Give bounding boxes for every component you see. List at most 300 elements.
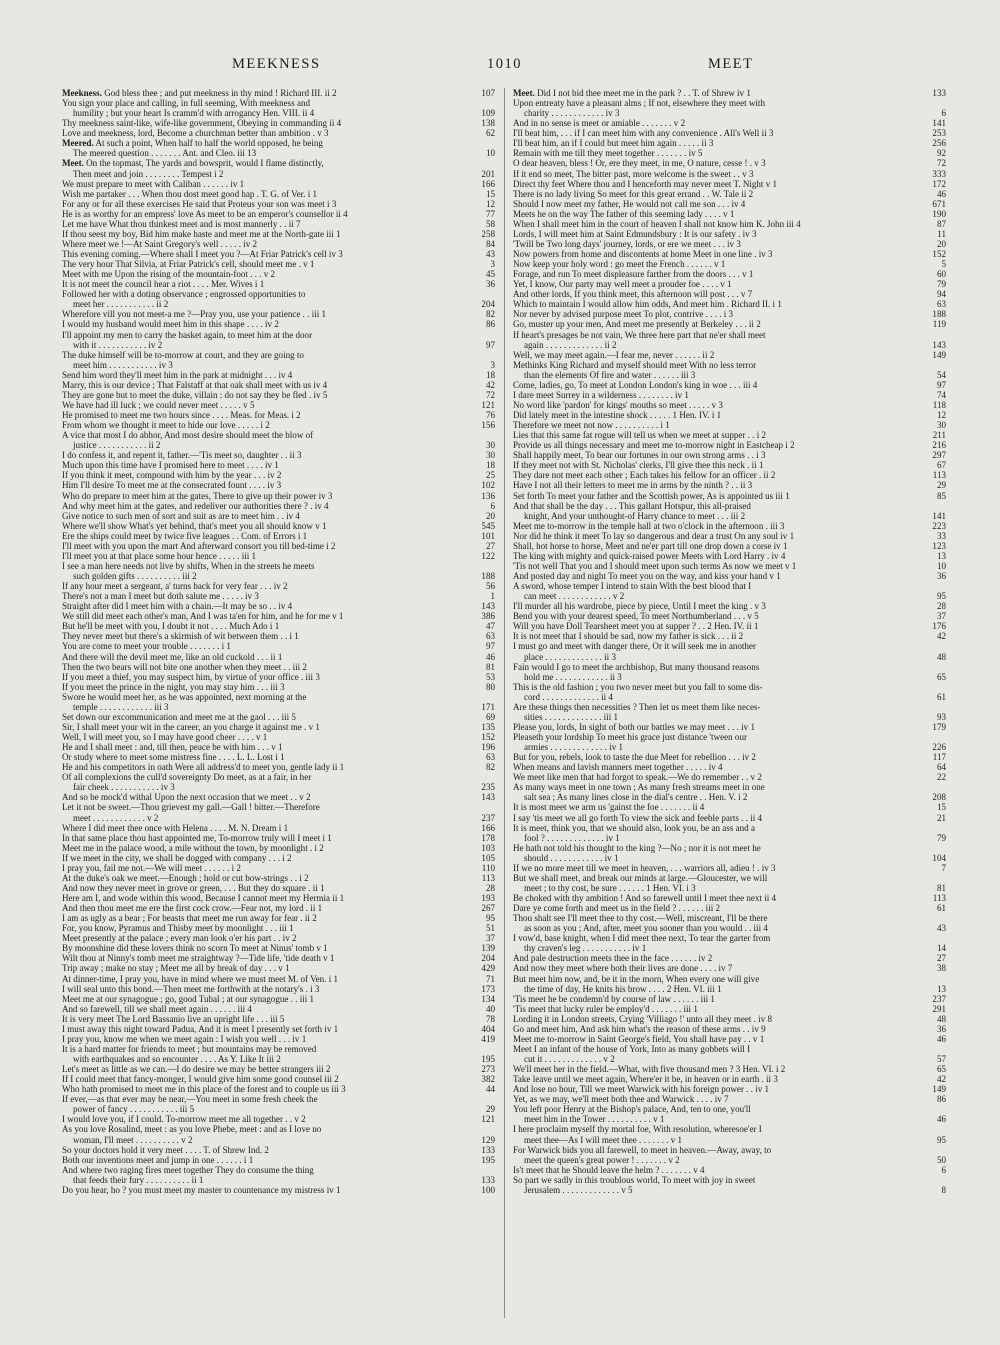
concordance-line: [62, 682, 495, 692]
line-reference: 80: [485, 681, 495, 692]
concordance-line: [62, 400, 495, 410]
concordance-line: [62, 984, 495, 994]
quotation-body: meet . . . . . . . . . . . . v 2: [73, 812, 159, 823]
quotation-text: [62, 631, 483, 641]
quotation-body: If I could meet that fancy-monger, I would give him some good counsel iii 2: [62, 1074, 339, 1085]
quotation-body: Let it not be sweet.—Thou grievest my gall.—Gall ! bitter.—Therefore: [62, 802, 320, 813]
concordance-line: [513, 933, 946, 943]
quotation-text: [513, 390, 934, 400]
line-reference: 545: [481, 520, 495, 531]
quotation-text: [513, 1034, 934, 1044]
quotation-body: A sword, whose temper I intend to stain With the best blood that I: [513, 581, 752, 592]
concordance-line: [62, 923, 495, 933]
concordance-line: [62, 420, 495, 430]
quotation-body: Should I now meet my father, He would not call me son . . . iv 4: [513, 198, 746, 209]
quotation-text: [513, 350, 929, 360]
concordance-line: [62, 994, 495, 1004]
concordance-line: [62, 963, 495, 973]
line-reference: 37: [936, 611, 946, 622]
line-reference: 152: [481, 732, 495, 742]
quotation-text: [513, 400, 930, 410]
concordance-line: [62, 1034, 495, 1044]
quotation-body: If we meet in the city, we shall be dogged with company . . . i 2: [62, 852, 292, 863]
concordance-line: [62, 390, 495, 400]
concordance-line: [513, 571, 946, 581]
concordance-line: [62, 813, 495, 823]
quotation-body: I do confess it, and repent it, father.—'Tis meet so, daughter . . ii 3: [62, 450, 302, 461]
quotation-body: should . . . . . . . . . . . . iv 1: [524, 852, 619, 863]
quotation-body: If you think it meet, compound with him by the year . . . iv 2: [62, 470, 282, 481]
concordance-line: [513, 621, 946, 631]
quotation-text: [513, 1175, 946, 1185]
quotation-text: [513, 259, 938, 269]
quotation-text: [62, 259, 487, 269]
quotation-body: Then the two bears will not bite one another when they meet . . iii 2: [62, 661, 307, 672]
quotation-body: Provide us all things necessary and meet me to-morrow night in Eastcheap i 2: [513, 440, 795, 451]
quotation-text: [513, 108, 938, 118]
quotation-body: By moonshine did these lovers think no scorn To meet at Ninus' tomb v 1: [62, 943, 328, 954]
quotation-body: Bend you with your dearest speed, To meet Northumberland . . . v 5: [513, 611, 759, 622]
concordance-line: [62, 219, 495, 229]
concordance-line: [513, 128, 946, 138]
quotation-body: Let's meet as little as we can.—I do desire we may be better strangers iii 2: [62, 1064, 331, 1075]
concordance-line: [62, 450, 495, 460]
concordance-line: [513, 219, 946, 229]
quotation-text: [62, 712, 483, 722]
quotation-text: [513, 933, 946, 943]
line-reference: 46: [485, 651, 495, 662]
concordance-line: [62, 531, 495, 541]
line-reference: 86: [936, 1094, 946, 1105]
quotation-body: I say 'tis meet we all go forth To view the sick and feeble parts . . ii 4: [513, 812, 763, 823]
quotation-body: Trip away ; make no stay ; Meet me all by break of day . . . v 1: [62, 963, 290, 974]
quotation-body: Where I did meet thee once with Helena . . . . M. N. Dream i 1: [62, 822, 289, 833]
quotation-text: [62, 98, 495, 108]
quotation-text: [62, 1034, 478, 1044]
concordance-line: [513, 792, 946, 802]
quotation-text: [62, 501, 487, 511]
concordance-line: [62, 209, 495, 219]
line-reference: 42: [936, 631, 946, 642]
concordance-line: [62, 652, 495, 662]
line-reference: 28: [485, 882, 495, 893]
quotation-body: than the elements Of fire and water . . . . . . iii 3: [524, 369, 696, 380]
quotation-body: hold me . . . . . . . . . . . . ii 3: [524, 671, 622, 682]
concordance-line: [513, 641, 946, 651]
concordance-line: [513, 873, 946, 883]
quotation-body: Direct thy feet Where thou and I henceforth may never meet T. Night v 1: [513, 178, 778, 189]
concordance-line: [513, 601, 946, 611]
quotation-text: [513, 943, 934, 953]
line-reference: 237: [481, 812, 495, 823]
line-reference: 72: [936, 158, 946, 169]
line-reference: 11: [937, 228, 946, 239]
quotation-body: Go and meet him, And ask him what's the reason of these arms . . iv 9: [513, 1023, 766, 1034]
concordance-line: [513, 1155, 946, 1165]
concordance-line: [62, 249, 495, 259]
headword: Meekness.: [62, 88, 102, 98]
quotation-body: At dinner-time, I pray you, have in mind where we must meet M. of Ven. i 1: [62, 973, 339, 984]
concordance-line: [513, 853, 946, 863]
running-head-right: MEET: [708, 56, 754, 72]
quotation-body: power of fancy . . . . . . . . . . . iii 5: [73, 1104, 195, 1115]
quotation-text: [513, 189, 934, 199]
quotation-text: [513, 1044, 946, 1054]
line-reference: 204: [481, 299, 495, 310]
line-reference: 143: [481, 601, 495, 612]
concordance-line: [513, 430, 946, 440]
quotation-text: [62, 782, 478, 792]
quotation-body: Let me have What thou thinkest meet and is most mannerly . . ii 7: [62, 218, 301, 229]
quotation-text: [62, 1155, 478, 1165]
concordance-line: [62, 340, 495, 350]
quotation-text: [513, 1135, 934, 1145]
quotation-text: [62, 1094, 495, 1104]
quotation-body: And then thou meet me ere the first cock crow.—Fear not, my lord . ii 1: [62, 903, 323, 914]
line-reference: 58: [485, 218, 495, 229]
line-reference: 113: [932, 893, 946, 903]
line-reference: 29: [485, 1104, 495, 1115]
quotation-body: It is a hard matter for friends to meet ; but mountains may be removed: [62, 1043, 317, 1054]
quotation-text: [62, 158, 495, 168]
concordance-line: [62, 330, 495, 340]
concordance-line: [513, 118, 946, 128]
quotation-body: charity . . . . . . . . . . . . iv 3: [524, 108, 620, 119]
quotation-text: [513, 1004, 929, 1014]
quotation-text: [513, 209, 929, 219]
line-reference: 1: [490, 591, 495, 602]
quotation-body: Meet me to-morrow in the temple hall at two o'clock in the afternoon . iii 3: [513, 520, 785, 531]
line-reference: 113: [932, 470, 946, 481]
quotation-body: as soon as you ; And, after, meet you sooner than you would . . iii 4: [524, 923, 768, 934]
quotation-text: [513, 249, 929, 259]
concordance-line: [513, 732, 946, 742]
quotation-body: I dare meet Surrey in a wilderness . . . . . . . . iv 1: [513, 389, 689, 400]
quotation-body: As you love Rosalind, meet : as you love Phebe, meet : and as I love no: [62, 1124, 322, 1135]
line-reference: 30: [936, 420, 946, 431]
quotation-text: [62, 833, 478, 843]
quotation-body: meet the queen's great power ! . . . . . . . v 2: [524, 1154, 680, 1165]
quotation-body: Did I not bid thee meet me in the park ? . . T. of Shrew iv 1: [534, 88, 751, 98]
concordance-line: [62, 702, 495, 712]
line-reference: 195: [481, 1054, 495, 1064]
quotation-text: [513, 652, 934, 662]
quotation-body: We still did meet each other's man, And I was ta'en for him, and he for me v 1: [62, 611, 344, 622]
quotation-body: It is not meet the council hear a riot . . . . Mer. Wives i 1: [62, 279, 265, 290]
quotation-body: You are come to meet your trouble . . . . . . . i 1: [62, 641, 231, 652]
line-reference: 27: [485, 540, 495, 551]
concordance-line: [513, 1114, 946, 1124]
quotation-body: At the duke's oak we meet.—Enough ; hold or cut bow-strings . . i 2: [62, 872, 309, 883]
line-reference: 267: [481, 903, 495, 914]
concordance-line: [62, 541, 495, 551]
concordance-line: [513, 189, 946, 199]
quotation-body: again . . . . . . . . . . . . . ii 2: [524, 339, 617, 350]
quotation-body: justice . . . . . . . . . . . ii 2: [73, 440, 161, 451]
quotation-body: Followed her with a doting observance ; engrossed opportunities to: [62, 289, 306, 300]
line-reference: 133: [481, 1174, 495, 1185]
page-number: 1010: [487, 56, 522, 72]
quotation-body: Yet, I know, Our party may well meet a prouder foe . . . . v 1: [513, 279, 732, 290]
quotation-body: I'll meet you at that place some hour hence . . . . . iii 1: [62, 550, 257, 561]
quotation-text: [513, 984, 934, 994]
quotation-body: I'll meet with you upon the mart And afterward consort you till bed-time i 2: [62, 540, 336, 551]
quotation-body: Therefore we meet not now . . . . . . . . . . i 1: [513, 420, 670, 431]
quotation-text: [513, 762, 934, 772]
line-reference: 20: [936, 238, 946, 249]
line-reference: 188: [481, 571, 495, 581]
quotation-body: There's not a man I meet but doth salute me . . . . . iv 3: [62, 591, 259, 602]
quotation-text: [62, 1124, 495, 1134]
quotation-text: [513, 299, 934, 309]
quotation-body: No word like 'pardon' for kings' mouths so meet . . . . . v 3: [513, 399, 723, 410]
quotation-body: For Warwick bids you all farewell, to meet in heaven.—Away, away, to: [513, 1144, 772, 1155]
quotation-body: And why meet him at the gates, and redeliver our authorities there ? . iv 4: [62, 500, 329, 511]
line-reference: 54: [936, 369, 946, 380]
quotation-body: If any hour meet a sergeant, a' turns back for very fear . . . iv 2: [62, 581, 288, 592]
concordance-line: [62, 491, 495, 501]
concordance-line: [513, 400, 946, 410]
concordance-line: [62, 360, 495, 370]
line-reference: 46: [936, 1114, 946, 1125]
quotation-text: [513, 963, 934, 973]
quotation-text: [513, 692, 934, 702]
quotation-body: sities . . . . . . . . . . . . . iii 1: [524, 711, 618, 722]
line-reference: 61: [936, 903, 946, 914]
line-reference: 386: [481, 611, 495, 622]
quotation-body: Well, I will meet you, so I may have good cheer . . . . v 1: [62, 732, 268, 742]
quotation-body: And pale destruction meets thee in the face . . . . . . iv 2: [513, 953, 713, 964]
quotation-text: [513, 279, 934, 289]
quotation-text: [62, 561, 495, 571]
quotation-body: There is no lady living So meet for this great errand . . W. Tale ii 2: [513, 188, 754, 199]
quotation-body: Fain would I go to meet the archbishop, But many thousand reasons: [513, 661, 760, 672]
quotation-body: meet him . . . . . . . . . . . iv 3: [73, 359, 173, 370]
line-reference: 42: [485, 379, 495, 390]
concordance-line: [513, 742, 946, 752]
quotation-body: Set down our excommunication and meet me at the gaol . . . iii 5: [62, 711, 296, 722]
concordance-line: [62, 1084, 495, 1094]
concordance-line: [62, 782, 495, 792]
line-reference: 419: [481, 1033, 495, 1044]
quotation-text: [513, 722, 929, 732]
line-reference: 79: [936, 279, 946, 290]
concordance-line: [513, 1084, 946, 1094]
quotation-text: [513, 430, 930, 440]
quotation-body: Forage, and run To meet displeasure farther from the doors . . . v 1: [513, 269, 754, 280]
quotation-text: [513, 229, 934, 239]
quotation-text: [62, 641, 483, 651]
concordance-line: [513, 480, 946, 490]
quotation-body: So your doctors hold it very meet . . . . T. of Shrew Ind. 2: [62, 1144, 269, 1155]
concordance-line: [62, 370, 495, 380]
quotation-text: [62, 1185, 478, 1195]
quotation-text: [62, 813, 478, 823]
quotation-text: [62, 903, 478, 913]
quotation-text: [62, 239, 483, 249]
concordance-line: [513, 813, 946, 823]
quotation-text: [513, 501, 946, 511]
concordance-line: [62, 883, 495, 893]
quotation-text: [62, 692, 495, 702]
quotation-body: It is not meet that I should be sad, now my father is sick . . . ii 2: [513, 631, 744, 642]
line-reference: 166: [481, 178, 495, 189]
line-reference: 53: [485, 671, 495, 682]
quotation-text: [513, 199, 929, 209]
quotation-text: [62, 521, 478, 531]
quotation-body: 'Twill be Two long days' journey, lords, or ere we meet . . . iv 3: [513, 238, 741, 249]
concordance-line: [62, 641, 495, 651]
line-reference: 62: [485, 128, 495, 139]
quotation-body: Please you, lords, In sight of both our battles we may meet . . . iv 1: [513, 721, 755, 732]
quotation-body: When means and lavish manners meet together . . . . . iv 4: [513, 762, 723, 773]
concordance-line: [513, 470, 946, 480]
quotation-text: [62, 792, 478, 802]
line-reference: 113: [481, 872, 495, 883]
quotation-text: [513, 480, 934, 490]
quotation-text: [62, 984, 478, 994]
quotation-body: I pray you, know me when we meet again : I wish you well . . . iv 1: [62, 1033, 307, 1044]
quotation-body: Now powers from home and discontents at home Meet in one line . iv 3: [513, 249, 773, 259]
quotation-text: [62, 289, 495, 299]
quotation-text: [62, 319, 483, 329]
quotation-text: [62, 460, 483, 470]
quotation-text: [62, 601, 478, 611]
line-reference: 42: [936, 1074, 946, 1085]
quotation-body: I would love you, if I could. To-morrow meet me all together . . v 2: [62, 1114, 306, 1125]
concordance-line: [513, 98, 946, 108]
quotation-text: [62, 1074, 478, 1084]
concordance-line: [62, 158, 495, 168]
quotation-text: [62, 541, 483, 551]
concordance-line: [62, 1135, 495, 1145]
quotation-body: Lies that this same fat rogue will tell us when we meet at supper . . i 2: [513, 430, 766, 441]
quotation-text: [513, 712, 934, 722]
concordance-line: [513, 249, 946, 259]
quotation-body: Of all complexions the cull'd sovereignty Do meet, as at a fair, in her: [62, 772, 312, 783]
quotation-body: cord . . . . . . . . . . . . . ii 4: [524, 691, 613, 702]
line-reference: 105: [481, 852, 495, 863]
concordance-line: [513, 350, 946, 360]
quotation-text: [513, 994, 929, 1004]
quotation-body: Lords, I will meet him at Saint Edmundsbury : It is our safety . iv 3: [513, 228, 757, 239]
quotation-body: can meet . . . . . . . . . . . . v 2: [524, 591, 625, 602]
quotation-text: [513, 843, 946, 853]
concordance-line: [513, 1094, 946, 1104]
quotation-body: And there will the devil meet me, like an old cuckold . . . ii 1: [62, 651, 283, 662]
quotation-text: [513, 118, 929, 128]
concordance-line: [62, 823, 495, 833]
line-reference: 143: [932, 339, 946, 350]
line-reference: 429: [481, 963, 495, 974]
line-reference: 149: [932, 1084, 946, 1095]
quotation-body: Pleaseth your lordship To meet his grace just distance 'tween our: [513, 732, 747, 742]
line-reference: 129: [481, 1134, 495, 1145]
line-reference: 29: [936, 480, 946, 491]
concordance-line: [62, 843, 495, 853]
quotation-text: [62, 943, 478, 953]
concordance-line: [62, 662, 495, 672]
line-reference: 273: [481, 1064, 495, 1075]
concordance-line: [513, 420, 946, 430]
concordance-line: [62, 742, 495, 752]
quotation-text: [513, 873, 946, 883]
line-reference: 190: [932, 208, 946, 219]
quotation-body: Go, muster up your men, And meet me presently at Berkeley . . . ii 2: [513, 319, 761, 330]
concordance-line: [62, 350, 495, 360]
concordance-line: [62, 380, 495, 390]
quotation-body: meet thee—As I will meet thee . . . . . . . v 1: [524, 1134, 683, 1145]
concordance-line: [62, 430, 495, 440]
concordance-line: [513, 138, 946, 148]
concordance-line: [62, 561, 495, 571]
quotation-text: [62, 883, 483, 893]
concordance-line: [513, 631, 946, 641]
concordance-line: [513, 883, 946, 893]
quotation-body: From whom we thought it meet to hide our love . . . . . i 2: [62, 420, 270, 431]
quotation-text: [513, 269, 934, 279]
quotation-body: If heart's presages be not vain, We three here part that ne'er shall meet: [513, 329, 766, 340]
quotation-text: [513, 621, 929, 631]
column-divider: [504, 88, 505, 1318]
quotation-text: [513, 531, 934, 541]
quotation-body: I must go and meet with danger there, Or it will seek me in another: [513, 641, 756, 652]
quotation-text: [513, 179, 929, 189]
concordance-line: [513, 702, 946, 712]
concordance-line: [513, 309, 946, 319]
quotation-text: [62, 209, 483, 219]
concordance-line: [62, 511, 495, 521]
quotation-text: [62, 269, 483, 279]
quotation-body: Wilt thou at Ninny's tomb meet me straightway ?—Tide life, 'tide death v 1: [62, 953, 335, 964]
quotation-text: [513, 440, 929, 450]
quotation-body: Meet with me Upon the rising of the mountain-foot . . . v 2: [62, 269, 276, 280]
quotation-body: You sign your place and calling, in full seeming, With meekness and: [62, 98, 311, 109]
line-reference: 10: [485, 148, 495, 159]
quotation-body: On the topmast, The yards and bowsprit, would I flame distinctly,: [83, 158, 324, 169]
quotation-body: We'll meet her in the field.—What, with five thousand men ? 3 Hen. VI. i 2: [513, 1064, 786, 1075]
line-reference: 237: [932, 993, 946, 1004]
concordance-line: [513, 199, 946, 209]
quotation-text: [62, 350, 495, 360]
concordance-line: [513, 340, 946, 350]
quotation-text: [513, 974, 946, 984]
concordance-line: [62, 601, 495, 611]
concordance-line: [62, 480, 495, 490]
quotation-text: [513, 340, 929, 350]
line-reference: 37: [485, 933, 495, 944]
line-reference: 223: [932, 520, 946, 531]
concordance-line: [513, 501, 946, 511]
concordance-line: [513, 1165, 946, 1175]
quotation-body: Jerusalem . . . . . . . . . . . . . v 5: [524, 1184, 633, 1195]
quotation-body: Do you hear, ho ? you must meet my master to countenance my mistress iv 1: [62, 1184, 341, 1195]
quotation-text: [513, 1155, 934, 1165]
concordance-line: [62, 148, 495, 158]
line-reference: 143: [481, 792, 495, 803]
concordance-line: [62, 1104, 495, 1114]
quotation-body: For any or for all these exercises He said that Proteus your son was meet i 3: [62, 198, 337, 209]
concordance-line: [62, 118, 495, 128]
quotation-text: [513, 410, 934, 420]
line-reference: 38: [936, 963, 946, 974]
concordance-line: [62, 873, 495, 883]
line-reference: 81: [936, 882, 946, 893]
quotation-text: [62, 923, 483, 933]
quotation-text: [62, 652, 483, 662]
line-reference: 6: [941, 108, 946, 119]
quotation-body: And so farewell, till we shall meet again . . . . . . iii 4: [62, 1003, 252, 1014]
